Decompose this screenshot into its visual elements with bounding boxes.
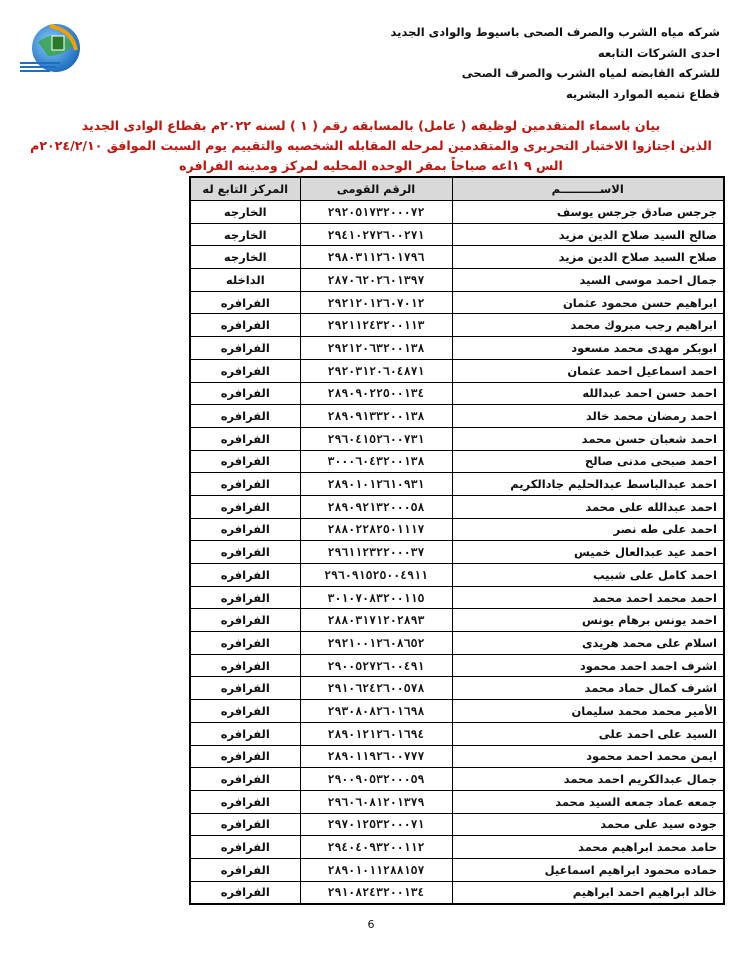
table-row <box>190 677 724 700</box>
company-globe-logo-icon <box>18 22 84 78</box>
national-id-cell: ٢٩٢١٢٠١٢٦٠٧٠١٢ <box>300 291 452 314</box>
national-id-cell: ٢٩٣٠٨٠٨٢٦٠١٦٩٨ <box>300 700 452 723</box>
holding-company: للشركه القابضه لمياه الشرب والصرف الصحى <box>461 66 720 80</box>
national-id-cell: ٢٩٤٠٤٠٩٣٢٠٠١١٢ <box>300 836 452 859</box>
company-header <box>340 22 720 104</box>
candidate-name-cell: الأمير محمد محمد سليمان <box>452 700 724 723</box>
center-cell: الفرافره <box>190 654 300 677</box>
national-id-cell: ٢٩١٠٦٢٤٢٦٠٠٥٧٨ <box>300 677 452 700</box>
national-id-cell: ٢٩٢١٠٠١٢٦٠٨٦٥٢ <box>300 632 452 655</box>
center-cell: الفرافره <box>190 677 300 700</box>
center-cell: الفرافره <box>190 495 300 518</box>
center-cell: الفرافره <box>190 337 300 360</box>
center-cell: الخارجه <box>190 246 300 269</box>
title-line-1: بيان باسماء المتقدمين لوظيفه ( عامل) بالمسابقه رقم ( ١ ) لسنه ٢٠٢٢م بقطاع الوادى الجديد <box>81 118 661 133</box>
national-id-cell: ٢٩٦٠٦٠٨١٢٠١٣٧٩ <box>300 790 452 813</box>
national-id-cell: ٢٨٩٠١٠١١٢٨٨١٥٧ <box>300 858 452 881</box>
table-row <box>190 745 724 768</box>
center-cell: الفرافره <box>190 359 300 382</box>
candidate-name-cell: جوده سيد على محمد <box>452 813 724 836</box>
table-row <box>190 632 724 655</box>
candidate-name-cell: احمد عبدالله على محمد <box>452 495 724 518</box>
center-cell: الفرافره <box>190 790 300 813</box>
table-row <box>190 654 724 677</box>
center-cell: الفرافره <box>190 881 300 904</box>
candidate-name-cell: احمد كامل على شبيب <box>452 564 724 587</box>
column-header-center: المركز التابع له <box>190 177 300 201</box>
candidate-name-cell: احمد رمضان محمد خالد <box>452 405 724 428</box>
table-row <box>190 269 724 292</box>
national-id-cell: ٢٨٨٠٢٢٨٢٥٠١١١٧ <box>300 518 452 541</box>
candidate-name-cell: السيد على احمد على <box>452 722 724 745</box>
candidate-name-cell: صالح السيد صلاح الدين مزيد <box>452 223 724 246</box>
national-id-cell: ٢٩٢١٢٠٦٣٢٠٠١٣٨ <box>300 337 452 360</box>
national-id-cell: ٢٨٩٠٩٢١٣٢٠٠٠٥٨ <box>300 495 452 518</box>
center-cell: الفرافره <box>190 745 300 768</box>
national-id-cell: ٢٩٠٠٥٢٧٢٦٠٠٤٩١ <box>300 654 452 677</box>
table-row <box>190 586 724 609</box>
national-id-cell: ٢٩٢١١٢٤٣٢٠٠١١٣ <box>300 314 452 337</box>
table-row <box>190 541 724 564</box>
national-id-cell: ٣٠١٠٧٠٨٣٢٠٠١١٥ <box>300 586 452 609</box>
center-cell: الفرافره <box>190 700 300 723</box>
table-row <box>190 291 724 314</box>
national-id-cell: ٢٨٩٠١٢١٢٦٠١٦٩٤ <box>300 722 452 745</box>
table-row <box>190 768 724 791</box>
table-row <box>190 337 724 360</box>
national-id-cell: ٢٩٢٠٣١٢٠٦٠٤٨٧١ <box>300 359 452 382</box>
center-cell: الفرافره <box>190 427 300 450</box>
column-header-name: الاســــــــــم <box>452 177 724 201</box>
candidate-name-cell: ابراهيم حسن محمود عثمان <box>452 291 724 314</box>
page-number: 6 <box>367 918 375 931</box>
center-cell: الفرافره <box>190 836 300 859</box>
candidates-table <box>189 176 725 905</box>
table-row <box>190 858 724 881</box>
center-cell: الفرافره <box>190 722 300 745</box>
center-cell: الفرافره <box>190 473 300 496</box>
column-header-national-id: الرقم القومى <box>300 177 452 201</box>
company-name: شركه مياه الشرب والصرف الصحى باسيوط والوادى الجديد <box>390 25 720 39</box>
national-id-cell: ٢٨٨٠٣١٧١٢٠٢٨٩٣ <box>300 609 452 632</box>
table-row <box>190 473 724 496</box>
candidate-name-cell: احمد على طه نصر <box>452 518 724 541</box>
candidate-name-cell: حامد محمد ابراهيم محمد <box>452 836 724 859</box>
candidate-name-cell: جمال احمد موسى السيد <box>452 269 724 292</box>
candidate-name-cell: ابوبكر مهدى محمد مسعود <box>452 337 724 360</box>
candidate-name-cell: صلاح السيد صلاح الدين مزيد <box>452 246 724 269</box>
candidate-name-cell: اسلام على محمد هريدى <box>452 632 724 655</box>
table-row <box>190 495 724 518</box>
table-row <box>190 722 724 745</box>
title-line-2: الذين اجتازوا الاختبار التحريرى والمتقدمين لمرحله المقابله الشخصيه والتقييم يوم السبت الموافق ٢٠٢٤/٢/١٠م <box>30 138 712 153</box>
table-row <box>190 700 724 723</box>
center-cell: الفرافره <box>190 291 300 314</box>
candidate-name-cell: احمد صبحى مدنى صالح <box>452 450 724 473</box>
table-row <box>190 359 724 382</box>
title-line-3: الس ٩ ١اعه صباحاً بمقر الوحده المحليه لمركز ومدينه الفرافره <box>179 158 563 173</box>
center-cell: الفرافره <box>190 541 300 564</box>
center-cell: الخارجه <box>190 201 300 224</box>
national-id-cell: ٢٩٧٠١٢٥٣٢٠٠٠٧١ <box>300 813 452 836</box>
national-id-cell: ٢٨٩٠١٠١٢٦١٠٩٣١ <box>300 473 452 496</box>
candidate-name-cell: احمد حسن احمد عبدالله <box>452 382 724 405</box>
national-id-cell: ٢٩٦٠٩١٥٢٥٠٠٤٩١١ <box>300 564 452 587</box>
table-header-row <box>190 177 724 201</box>
table-row <box>190 518 724 541</box>
table-row <box>190 881 724 904</box>
national-id-cell: ٢٨٩٠١١٩٢٦٠٠٧٧٧ <box>300 745 452 768</box>
candidate-name-cell: احمد عبدالباسط عبدالحليم جادالكريم <box>452 473 724 496</box>
table-row <box>190 836 724 859</box>
candidate-name-cell: خالد ابراهيم احمد ابراهيم <box>452 881 724 904</box>
center-cell: الفرافره <box>190 586 300 609</box>
national-id-cell: ٢٩٨٠٣١١٢٦٠١٧٩٦ <box>300 246 452 269</box>
department-name: قطاع تنميه الموارد البشريه <box>565 86 720 101</box>
announcement-title <box>20 116 722 176</box>
candidate-name-cell: جمعه عماد جمعه السيد محمد <box>452 790 724 813</box>
candidate-name-cell: احمد محمد احمد محمد <box>452 586 724 609</box>
candidate-name-cell: احمد عيد عبدالعال خميس <box>452 541 724 564</box>
table-row <box>190 813 724 836</box>
table-row <box>190 427 724 450</box>
table-row <box>190 609 724 632</box>
national-id-cell: ٢٩٢٠٥١٧٣٢٠٠٠٧٢ <box>300 201 452 224</box>
candidate-name-cell: احمد شعبان حسن محمد <box>452 427 724 450</box>
national-id-cell: ٢٩٠٠٩٠٥٣٢٠٠٠٥٩ <box>300 768 452 791</box>
table-row <box>190 450 724 473</box>
candidate-name-cell: جمال عبدالكريم احمد محمد <box>452 768 724 791</box>
center-cell: الخارجه <box>190 223 300 246</box>
national-id-cell: ٢٩٦١١٢٣٢٢٠٠٠٣٧ <box>300 541 452 564</box>
company-affiliation: احدى الشركات التابعه <box>597 45 720 60</box>
center-cell: الفرافره <box>190 564 300 587</box>
center-cell: الفرافره <box>190 632 300 655</box>
national-id-cell: ٢٩٦٠٤١٥٢٦٠٠٧٣١ <box>300 427 452 450</box>
center-cell: الفرافره <box>190 609 300 632</box>
candidate-name-cell: حماده محمود ابراهيم اسماعيل <box>452 858 724 881</box>
table-row <box>190 564 724 587</box>
table-row <box>190 223 724 246</box>
table-row <box>190 314 724 337</box>
center-cell: الفرافره <box>190 314 300 337</box>
national-id-cell: ٢٨٩٠٩١٣٣٢٠٠١٣٨ <box>300 405 452 428</box>
national-id-cell: ٢٨٩٠٩٠٢٢٥٠٠١٣٤ <box>300 382 452 405</box>
table-row <box>190 382 724 405</box>
center-cell: الفرافره <box>190 450 300 473</box>
center-cell: الفرافره <box>190 405 300 428</box>
center-cell: الفرافره <box>190 768 300 791</box>
table-row <box>190 201 724 224</box>
candidate-name-cell: ايمن محمد احمد محمود <box>452 745 724 768</box>
national-id-cell: ٢٩٤١٠٢٧٢٦٠٠٢٧١ <box>300 223 452 246</box>
national-id-cell: ٢٩١٠٨٢٤٣٢٠٠١٣٤ <box>300 881 452 904</box>
center-cell: الفرافره <box>190 382 300 405</box>
candidate-name-cell: ابراهيم رجب مبروك محمد <box>452 314 724 337</box>
center-cell: الفرافره <box>190 518 300 541</box>
candidate-name-cell: احمد اسماعيل احمد عثمان <box>452 359 724 382</box>
center-cell: الفرافره <box>190 813 300 836</box>
candidate-name-cell: اشرف كمال حماد محمد <box>452 677 724 700</box>
national-id-cell: ٢٨٧٠٦٢٠٢٦٠١٣٩٧ <box>300 269 452 292</box>
table-row <box>190 790 724 813</box>
table-row <box>190 246 724 269</box>
center-cell: الفرافره <box>190 858 300 881</box>
candidate-name-cell: اشرف احمد احمد محمود <box>452 654 724 677</box>
candidate-name-cell: احمد يونس برهام يونس <box>452 609 724 632</box>
table-row <box>190 405 724 428</box>
center-cell: الداخله <box>190 269 300 292</box>
national-id-cell: ٣٠٠٠٦٠٤٣٢٠٠١٣٨ <box>300 450 452 473</box>
candidate-name-cell: جرجس صادق جرجس يوسف <box>452 201 724 224</box>
